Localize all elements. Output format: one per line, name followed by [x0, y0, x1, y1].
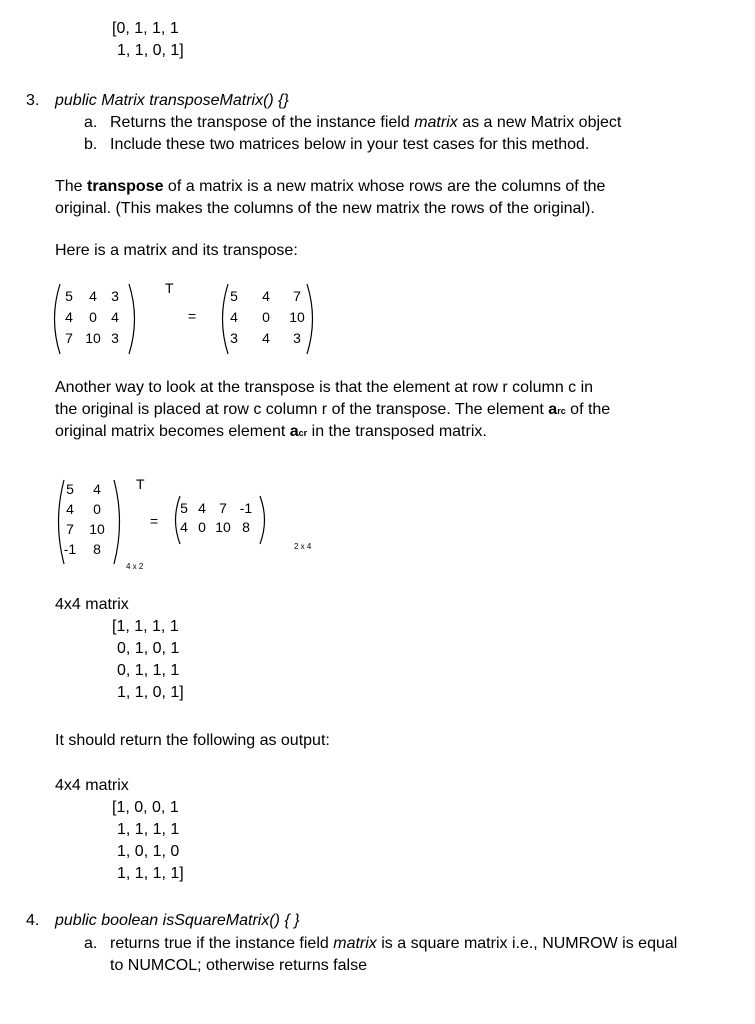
element-paragraph-line-2: the original is placed at row c column r of the transpose. The element arc of the	[55, 401, 611, 418]
item-4a-label: a.	[84, 935, 98, 952]
figure-transpose-3x3	[48, 280, 328, 360]
right-dimension-label: 2 x 4	[294, 542, 312, 551]
right-paren-icon	[258, 494, 270, 546]
right-paren-icon	[127, 282, 141, 356]
example-input-row: 1, 1, 0, 1]	[117, 684, 184, 701]
matrix-cell: 0	[89, 309, 97, 325]
output-intro: It should return the following as output:	[55, 732, 330, 749]
right-paren-icon	[112, 478, 126, 566]
matrix-cell: 10	[85, 330, 101, 346]
matrix-cell: 4	[198, 500, 206, 516]
item-3a-text: Returns the transpose of the instance field matrix as a new Matrix object	[110, 114, 622, 131]
matrix-cell: 4	[262, 330, 270, 346]
item-3b-text: Include these two matrices below in your test cases for this method.	[110, 136, 590, 153]
matrix-cell: 5	[230, 288, 238, 304]
example-output-row: 1, 1, 1, 1]	[117, 865, 184, 882]
matrix-cell: 7	[65, 330, 73, 346]
matrix-cell: 3	[111, 288, 119, 304]
example-output-row: 1, 0, 1, 0	[117, 843, 180, 860]
right-paren-icon	[305, 282, 319, 356]
matrix-cell: 4	[65, 309, 73, 325]
matrix-cell: 4	[93, 481, 101, 497]
matrix-cell: 4	[230, 309, 238, 325]
example-input-row: 0, 1, 0, 1	[117, 640, 180, 657]
transpose-superscript: T	[165, 280, 174, 296]
matrix-cell: 5	[180, 500, 188, 516]
matrix-cell: 3	[111, 330, 119, 346]
equals-sign: =	[188, 308, 197, 324]
matrix-cell: 4	[89, 288, 97, 304]
matrix-cell: -1	[239, 500, 253, 516]
example-input-row: 0, 1, 1, 1	[117, 662, 180, 679]
item-3-signature: public Matrix transposeMatrix() {}	[55, 92, 289, 109]
transpose-definition-line-2: original. (This makes the columns of the new matrix the rows of the original).	[55, 200, 595, 217]
matrix-cell: 5	[65, 288, 73, 304]
matrix-cell: 8	[242, 519, 250, 535]
matrix-cell: 10	[215, 519, 231, 535]
example-input-row: [1, 1, 1, 1	[112, 618, 179, 635]
matrix-cell: 0	[93, 501, 101, 517]
item-4a-text-line-1: returns true if the instance field matrix is a square matrix i.e., NUMROW is equal	[110, 935, 678, 952]
item-4a-text-line-2: to NUMCOL; otherwise returns false	[110, 957, 367, 974]
top-matrix-line-2: 1, 1, 0, 1]	[117, 42, 184, 59]
figure-transpose-4x2	[52, 476, 312, 576]
matrix-cell: 0	[198, 519, 206, 535]
matrix-cell: 0	[262, 309, 270, 325]
transpose-superscript: T	[136, 476, 145, 492]
matrix-cell: 3	[230, 330, 238, 346]
element-paragraph-line-3: original matrix becomes element acr in the transposed matrix.	[55, 423, 487, 440]
item-3a-label: a.	[84, 114, 98, 131]
example-output-row: [1, 0, 0, 1	[112, 799, 179, 816]
example-intro: Here is a matrix and its transpose:	[55, 242, 298, 259]
equals-sign: =	[150, 513, 159, 529]
transpose-definition-line-1: The transpose of a matrix is a new matrix whose rows are the columns of the	[55, 178, 606, 195]
left-dimension-label: 4 x 2	[126, 562, 144, 571]
matrix-cell: -1	[63, 541, 77, 557]
example-output-label: 4x4 matrix	[55, 777, 129, 794]
element-paragraph-line-1: Another way to look at the transpose is that the element at row r column c in	[55, 379, 594, 396]
matrix-cell: 7	[293, 288, 301, 304]
item-3-number: 3.	[26, 92, 40, 109]
matrix-cell: 7	[66, 521, 74, 537]
item-3b-label: b.	[84, 136, 98, 153]
matrix-cell: 4	[66, 501, 74, 517]
example-input-label: 4x4 matrix	[55, 596, 129, 613]
matrix-cell: 10	[89, 521, 105, 537]
example-output-row: 1, 1, 1, 1	[117, 821, 180, 838]
matrix-cell: 8	[93, 541, 101, 557]
top-matrix-line-1: [0, 1, 1, 1	[112, 20, 179, 37]
matrix-cell: 3	[293, 330, 301, 346]
matrix-cell: 4	[111, 309, 119, 325]
matrix-cell: 4	[180, 519, 188, 535]
matrix-cell: 10	[289, 309, 305, 325]
matrix-cell: 7	[219, 500, 227, 516]
item-4-signature: public boolean isSquareMatrix() { }	[55, 912, 300, 929]
matrix-cell: 4	[262, 288, 270, 304]
matrix-cell: 5	[66, 481, 74, 497]
item-4-number: 4.	[26, 912, 40, 929]
